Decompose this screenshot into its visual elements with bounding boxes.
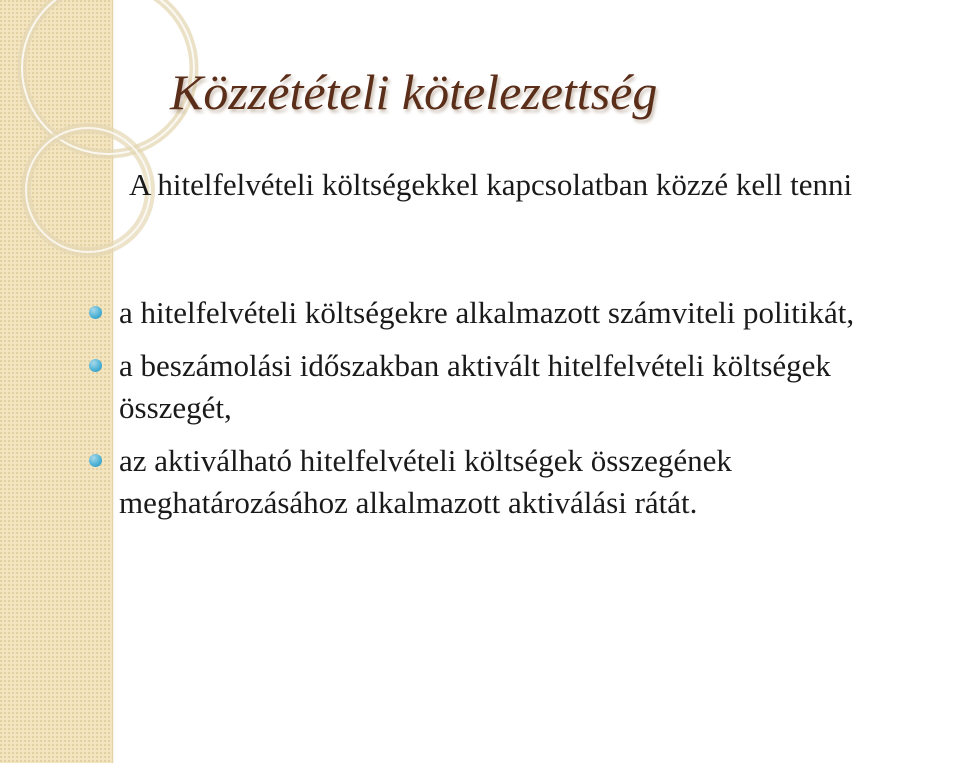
decorative-circles [0,0,240,300]
intro-text: A hitelfelvételi költségekkel kapcsolatban közzé kell tenni [129,167,853,202]
bullet-dot-icon [89,359,102,372]
list-item-text: a hitelfelvételi költségekre alkalmazott számviteli politikát, [119,295,855,330]
bullet-dot-icon [89,306,102,319]
bullet-list [119,292,949,535]
list-item-text: a beszámolási időszakban aktivált hitelfelvételi költségek összegét, [119,348,831,425]
list-item [119,292,949,334]
list-item-text: az aktiválható hitelfelvételi költségek összegének meghatározásához alkalmazott aktiválási rátát. [119,443,732,520]
list-item [119,440,949,524]
page-title: Közzétételi kötelezettség [170,64,658,120]
bullet-dot-icon [89,454,102,467]
list-item [119,345,949,429]
